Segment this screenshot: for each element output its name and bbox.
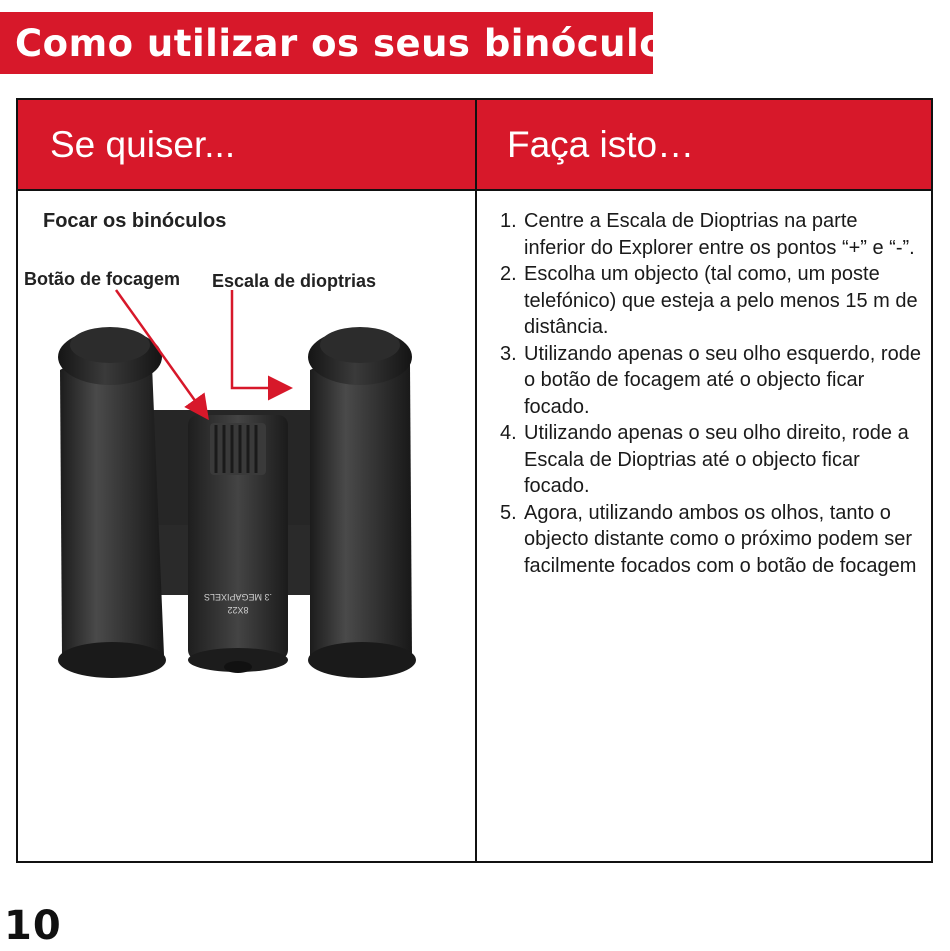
device-model-text: 8X22 [227,605,249,615]
right-objective [308,642,416,678]
arrow-diopter-scale [232,290,288,388]
device-megapixel-text: .3 MEGAPIXELS [203,592,273,602]
instruction-steps [496,208,921,579]
callout-diopter-scale: Escala de dioptrias [212,271,377,291]
arrow-focus-button [116,290,206,416]
callout-arrows [18,100,478,500]
left-objective [58,642,166,678]
step-item: 3. Utilizando apenas o seu olho esquerdo, rode o botão de focagem até o objecto ficar focado. [500,342,921,418]
title-banner [0,12,688,74]
page-number: 10 [4,903,62,949]
callout-focus-button: Botão de focagem [24,269,181,289]
step-item: 2. Escolha um objecto (tal como, um poste telefónico) que esteja a pelo menos 15 m de distância. [500,263,918,338]
step-item: 5. Agora, utilizando ambos os olhos, tanto o objecto distante como o próximo podem ser facilmente focados com o botão de focagem [500,501,917,577]
step-item: 4. Utilizando apenas o seu olho direito, rode a Escala de Dioptrias até o objecto ficar focado. [500,422,909,497]
instruction-table [16,98,933,863]
header-if-you-want: Se quiser... [18,100,475,191]
header-do-this: Faça isto… [477,100,931,191]
page-title: Como utilizar os seus binóculos [15,21,688,65]
eyepiece-lens [224,661,252,673]
task-label: Focar os binóculos [43,210,227,232]
step-item: 1. Centre a Escala de Dioptrias na parte inferior do Explorer entre os pontos “+” e “-”. [500,210,915,259]
